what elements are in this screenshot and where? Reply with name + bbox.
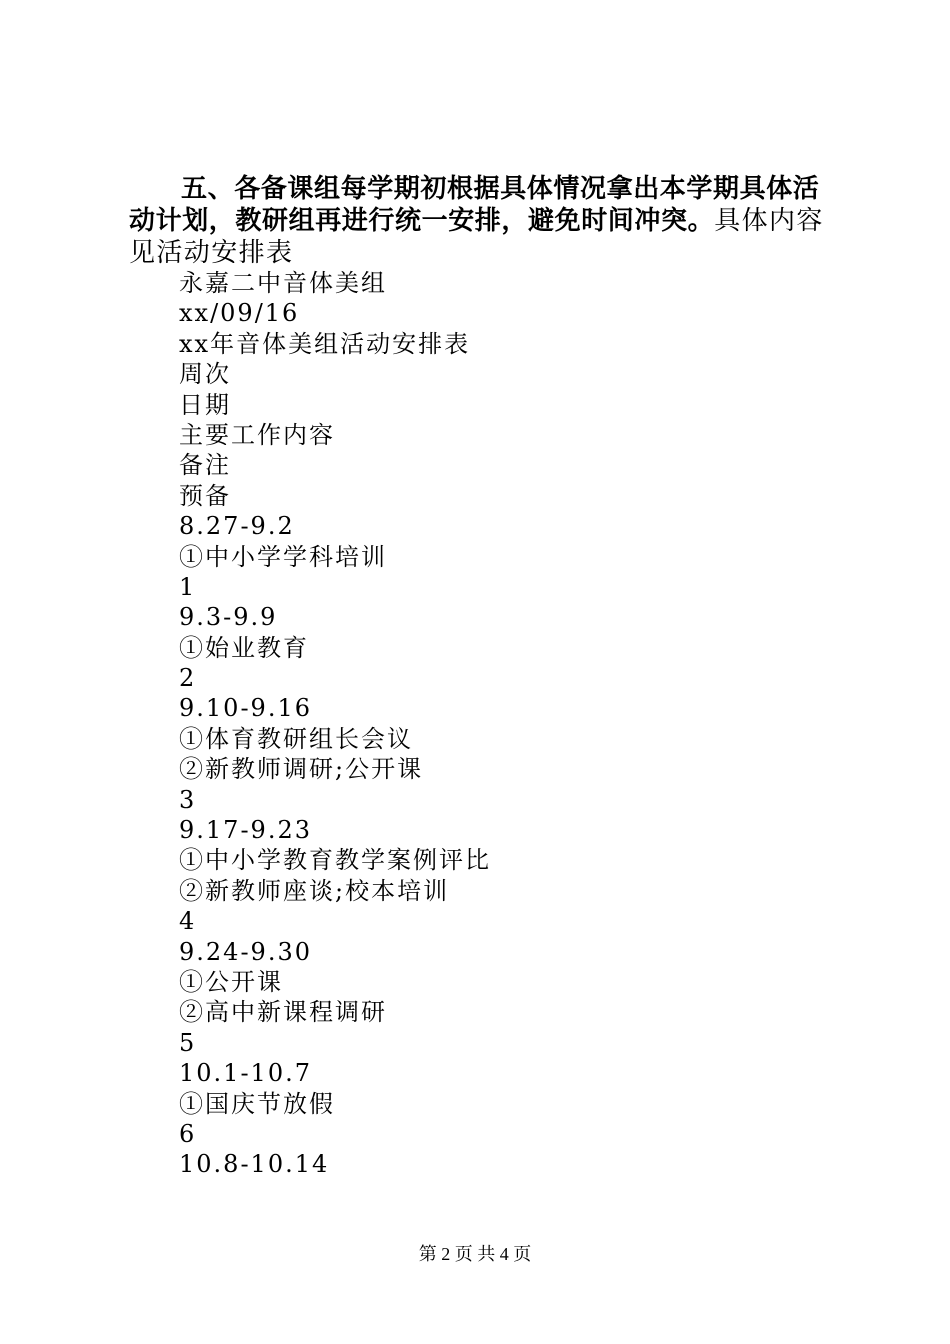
schedule-title: xx年音体美组活动安排表 (179, 329, 471, 358)
header-week: 周次 (179, 360, 231, 389)
date-range: 9.3-9.9 (179, 603, 278, 632)
date-range: 8.27-9.2 (179, 512, 295, 541)
intro-paragraph (129, 173, 835, 269)
school-group-name: 永嘉二中音体美组 (179, 269, 387, 297)
work-item: ②新教师座谈;校本培训 (179, 876, 450, 905)
date-range: 9.24-9.30 (179, 937, 312, 966)
week-label: 2 (179, 664, 197, 693)
work-item: ②高中新课程调研 (179, 998, 387, 1027)
work-item: ①国庆节放假 (179, 1089, 335, 1118)
week-label: 1 (179, 572, 197, 601)
work-item: ①中小学教育教学案例评比 (179, 846, 491, 875)
work-item: ②新教师调研;公开课 (179, 755, 424, 784)
date-range: 9.10-9.16 (179, 694, 312, 723)
intro-normal-text: 具体内容见活动安排表 (129, 206, 824, 268)
work-item: ①公开课 (179, 967, 283, 996)
document-date: xx/09/16 (179, 299, 300, 328)
work-item: ①始业教育 (179, 633, 309, 662)
header-date: 日期 (179, 390, 231, 419)
header-remarks: 备注 (179, 451, 231, 480)
week-label: 5 (179, 1028, 197, 1057)
week-label: 6 (179, 1119, 197, 1148)
header-content: 主要工作内容 (179, 420, 335, 449)
date-range: 10.8-10.14 (179, 1150, 330, 1179)
work-item: ①中小学学科培训 (179, 542, 387, 571)
intro-bold-text: 五、各备课组每学期初根据具体情况拿出本学期具体活动计划，教研组再进行统一安排，避免时间冲突。 (129, 174, 820, 236)
date-range: 9.17-9.23 (179, 816, 312, 845)
schedule-lines (179, 268, 859, 1180)
work-item: ①体育教研组长会议 (179, 724, 413, 753)
page-footer: 第 2 页 共 4 页 (418, 1244, 532, 1264)
week-label: 4 (179, 907, 197, 936)
week-label: 3 (179, 785, 197, 814)
week-label: 预备 (179, 481, 231, 510)
date-range: 10.1-10.7 (179, 1059, 312, 1088)
